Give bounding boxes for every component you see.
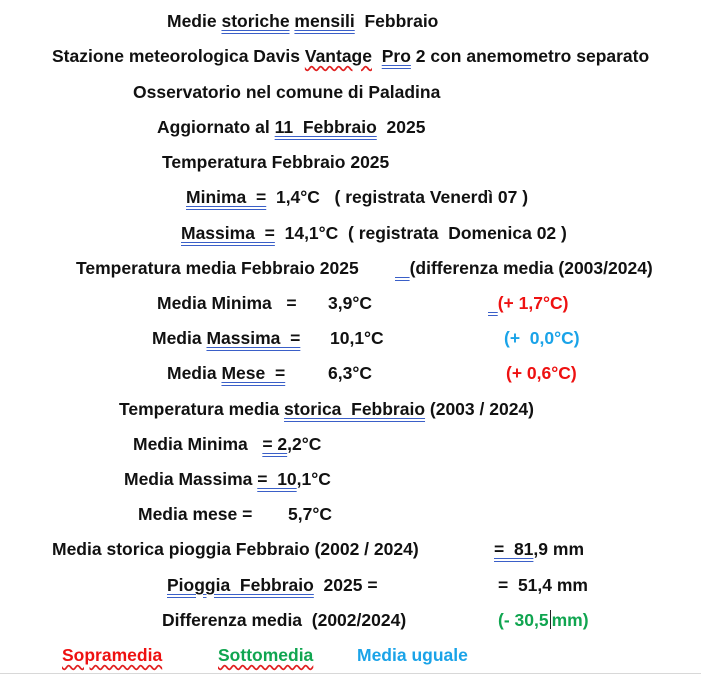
temp-heading: Temperatura Febbraio 2025: [162, 152, 390, 172]
rain-historical-label: Media storica pioggia Febbraio (2002 / 2024): [52, 539, 419, 559]
historical-massima: Media Massima = 10,1°C: [124, 469, 331, 489]
page-edge-divider: [0, 673, 701, 674]
media-mese-diff: (+ 0,6°C): [506, 363, 577, 383]
historical-minima: Media Minima = 2,2°C: [133, 434, 322, 454]
media-mese-label: Media Mese =: [167, 363, 286, 383]
rain-historical-value: = 81,9 mm: [494, 539, 584, 559]
updated-line: Aggiornato al 11 Febbraio 2025: [157, 117, 426, 137]
minima-value: 1,4°C ( registrata Venerdì 07 ): [266, 187, 529, 207]
legend-above: Sopramedia: [62, 645, 163, 665]
minima-label: Minima =: [186, 187, 267, 207]
historical-mese-label: Media mese =: [138, 504, 253, 524]
minima-row: [186, 186, 528, 208]
media-massima-value: 10,1°C: [330, 328, 384, 348]
legend-equal: Media uguale: [357, 645, 468, 665]
legend-below: Sottomedia: [218, 645, 314, 665]
media-massima-label: Media Massima =: [152, 328, 301, 348]
historical-mese-value: 5,7°C: [288, 504, 332, 524]
media-minima-diff: (+ 1,7°C): [497, 293, 569, 313]
observatory-line: Osservatorio nel comune di Paladina: [133, 82, 441, 102]
page-title: Medie storiche mensili Febbraio: [167, 11, 439, 31]
massima-value: 14,1°C ( registrata Domenica 02 ): [274, 223, 567, 243]
rain-current-label: Pioggia Febbraio 2025 =: [167, 575, 378, 595]
station-pro: Pro: [381, 46, 411, 66]
title-mensili: mensili: [294, 11, 355, 31]
media-minima-value: 3,9°C: [328, 293, 372, 313]
avg-heading: Temperatura media Febbraio 2025: [76, 258, 359, 278]
station-vantage: Vantage: [304, 46, 372, 66]
station-line: Stazione meteorologica Davis Vantage Pro 2 con anemometro separato: [52, 46, 650, 66]
massima-row: [181, 222, 567, 244]
rain-difference-label: Differenza media (2002/2024): [162, 610, 407, 630]
updated-date: 11 Febbraio: [274, 117, 377, 137]
media-massima-diff: (+ 0,0°C): [504, 328, 580, 348]
historical-heading: Temperatura media storica Febbraio (2003 / 2024): [119, 399, 534, 419]
media-minima-label: Media Minima =: [157, 293, 297, 313]
title-storiche: storiche: [221, 11, 290, 31]
media-mese-value: 6,3°C: [328, 363, 372, 383]
massima-label: Massima =: [181, 223, 275, 243]
rain-difference-value: (- 30,5 mm): [498, 610, 589, 630]
diff-heading: (differenza media (2003/2024): [409, 258, 653, 278]
text-cursor: [550, 610, 551, 629]
rain-current-value: = 51,4 mm: [498, 575, 588, 595]
